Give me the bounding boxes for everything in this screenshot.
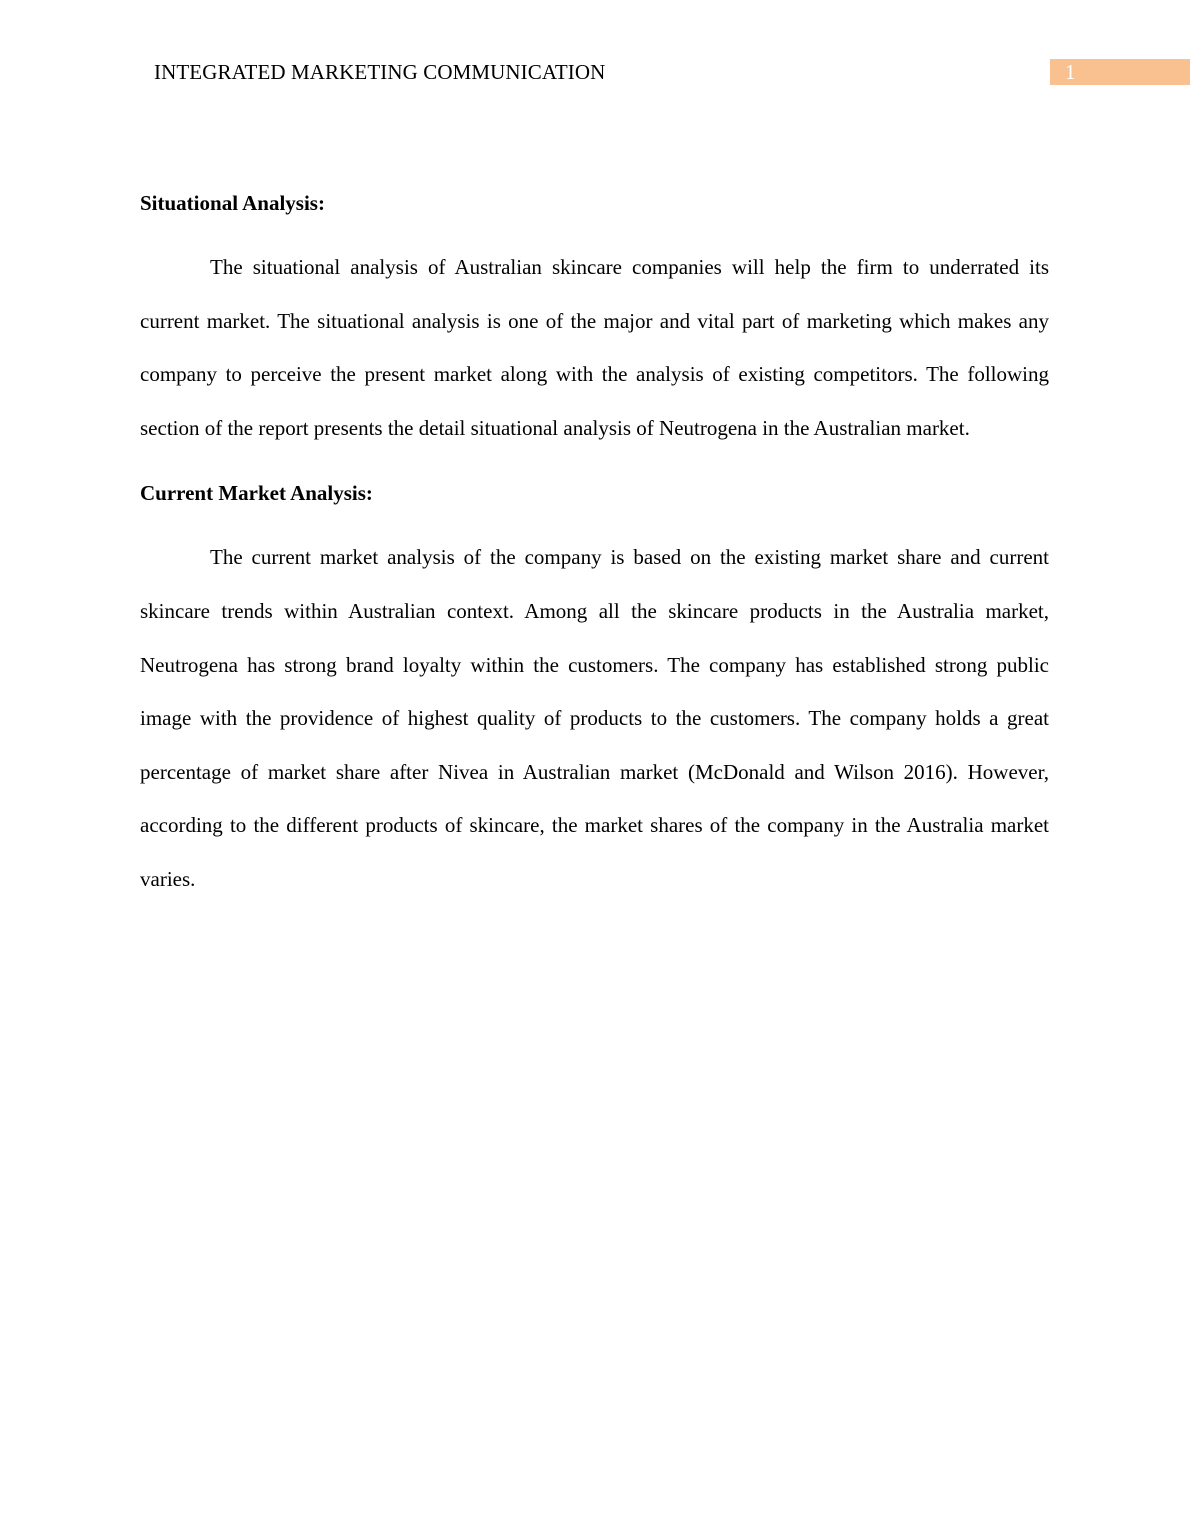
section-paragraph: The current market analysis of the company is based on the existing market share and current skincare trends within Australian context. Among all the skincare products in the Australia market, Neutrogena has strong brand loyalty within the customers. The company has established strong public image with the providence of highest quality of products to the customers. The company holds a great percentage of market share after Nivea in Australian market (McDonald and Wilson 2016). However, according to the different products of skincare, the market shares of the company in the Australia market varies. xyxy=(140,545,1049,891)
situational-analysis-section xyxy=(140,187,1049,455)
section-paragraph: The situational analysis of Australian skincare companies will help the firm to underrated its current market. The situational analysis is one of the major and vital part of marketing which makes any company to perceive the present market along with the analysis of existing competitors. The following section of the report presents the detail situational analysis of Neutrogena in the Australian market. xyxy=(140,255,1049,440)
document-body xyxy=(140,187,1049,907)
running-head-title: INTEGRATED MARKETING COMMUNICATION xyxy=(154,60,606,84)
page-number: 1 xyxy=(1065,60,1076,84)
page-header xyxy=(0,58,1190,86)
section-heading: Situational Analysis: xyxy=(140,191,325,215)
section-spacer xyxy=(140,455,1049,477)
page-number-box xyxy=(1050,59,1190,85)
section-heading: Current Market Analysis: xyxy=(140,481,373,506)
current-market-analysis-section xyxy=(140,477,1049,906)
